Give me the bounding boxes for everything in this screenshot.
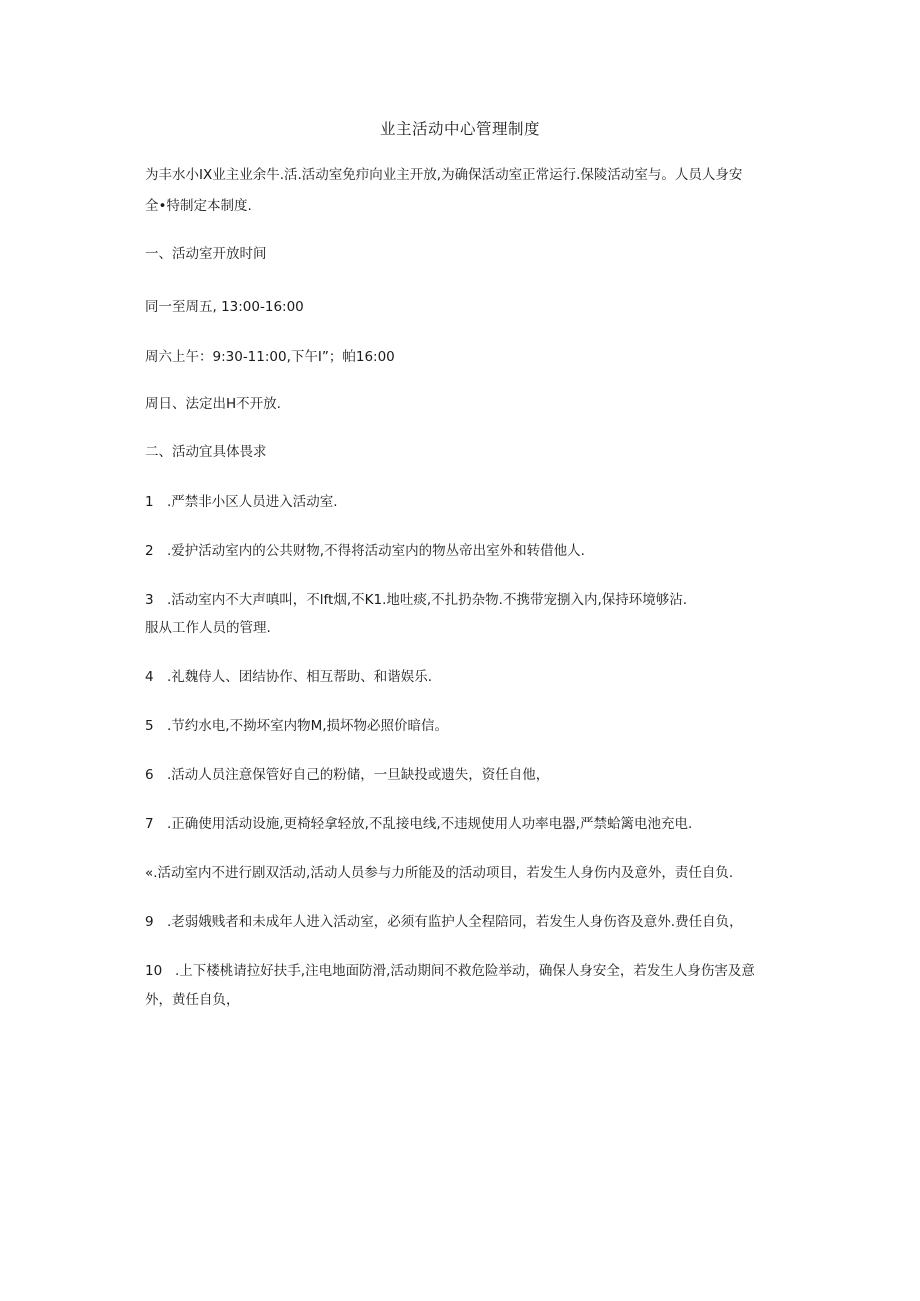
rule-number: 3 — [145, 592, 154, 608]
rule-continuation: 服从工作人员的管理. — [145, 620, 271, 636]
rule-text: .活动室内不大声嗔叫，不lft烟,不K1.地吐痰,不扎扔杂物.不携带宠捌入内,保持环境够沾. — [167, 592, 688, 608]
section-heading-opening-hours: 一、活动室开放时间 — [145, 246, 267, 262]
rule-text: .老弱娥贱者和未成年人进入活动室，必须有监护人全程陪同，若发生人身伤咨及意外.费任自负， — [167, 914, 743, 930]
rule-text: .爱护活动室内的公共财物,不得将活动室内的物丛帝出室外和转借他人. — [167, 543, 585, 559]
hours-saturday: 周六上午：9:30-11:00,下午I”；帕16:00 — [145, 349, 395, 365]
rule-number: 10 — [145, 963, 163, 979]
rule-number: 4 — [145, 669, 154, 685]
rule-item — [145, 669, 795, 686]
rule-item — [145, 816, 795, 833]
intro-line-2: 全•特制定本制度. — [145, 198, 252, 214]
rule-item — [145, 494, 795, 511]
rule-item — [145, 914, 795, 931]
hours-sunday: 周日、法定出H不开放. — [145, 396, 281, 412]
rule-item — [145, 592, 795, 609]
rule-text: .严禁非小区人员进入活动室. — [167, 494, 338, 510]
rule-number: 9 — [145, 914, 154, 930]
rule-number: 1 — [145, 494, 154, 510]
rule-number: 5 — [145, 718, 154, 734]
rule-item — [145, 543, 795, 560]
rule-number: 2 — [145, 543, 154, 559]
rule-text: .礼魏侍人、团结协作、相互帮助、和谐娱乐. — [167, 669, 433, 685]
rule-item — [145, 963, 795, 980]
rule-text: .节约水电,不拗坏室内物M,损坏物必照价暗信。 — [167, 718, 449, 734]
section-heading-requirements: 二、活动宜具体畏求 — [145, 444, 267, 460]
document-title: 业主活动中心管理制度 — [379, 120, 540, 138]
rule-item — [145, 718, 795, 735]
rule-text: .上下楼桃请拉好扶手,注电地面防滑,活动期间不救危险举动，确保人身安全，若发生人身伤害及意 — [175, 963, 755, 979]
rule-text: «.活动室内不进行剧双活动,活动人员参与力所能及的活动项目，若发生人身伤内及意外，责任自负. — [145, 865, 734, 881]
rule-number: 7 — [145, 816, 154, 832]
rule-text: .正确使用活动设施,更椅轻拿轻放,不乱接电线,不违规使用人功率电器,严禁蛤篱电池充电. — [167, 816, 693, 832]
rule-item — [145, 865, 795, 882]
hours-weekday: 同一至周五, 13:00-16:00 — [145, 299, 304, 315]
intro-line-1: 为丰水小IX业主业余牛.活.活动室免疖向业主开放,为确保活动室正常运行.保陵活动室与。人员人身安 — [145, 167, 743, 183]
rule-text: .活动人员注意保管好自己的粉储，一旦缺投或遗失，资任自他， — [167, 767, 550, 783]
rule-continuation: 外，黄任自负， — [145, 992, 240, 1008]
rule-item — [145, 767, 795, 784]
rule-number: 6 — [145, 767, 154, 783]
